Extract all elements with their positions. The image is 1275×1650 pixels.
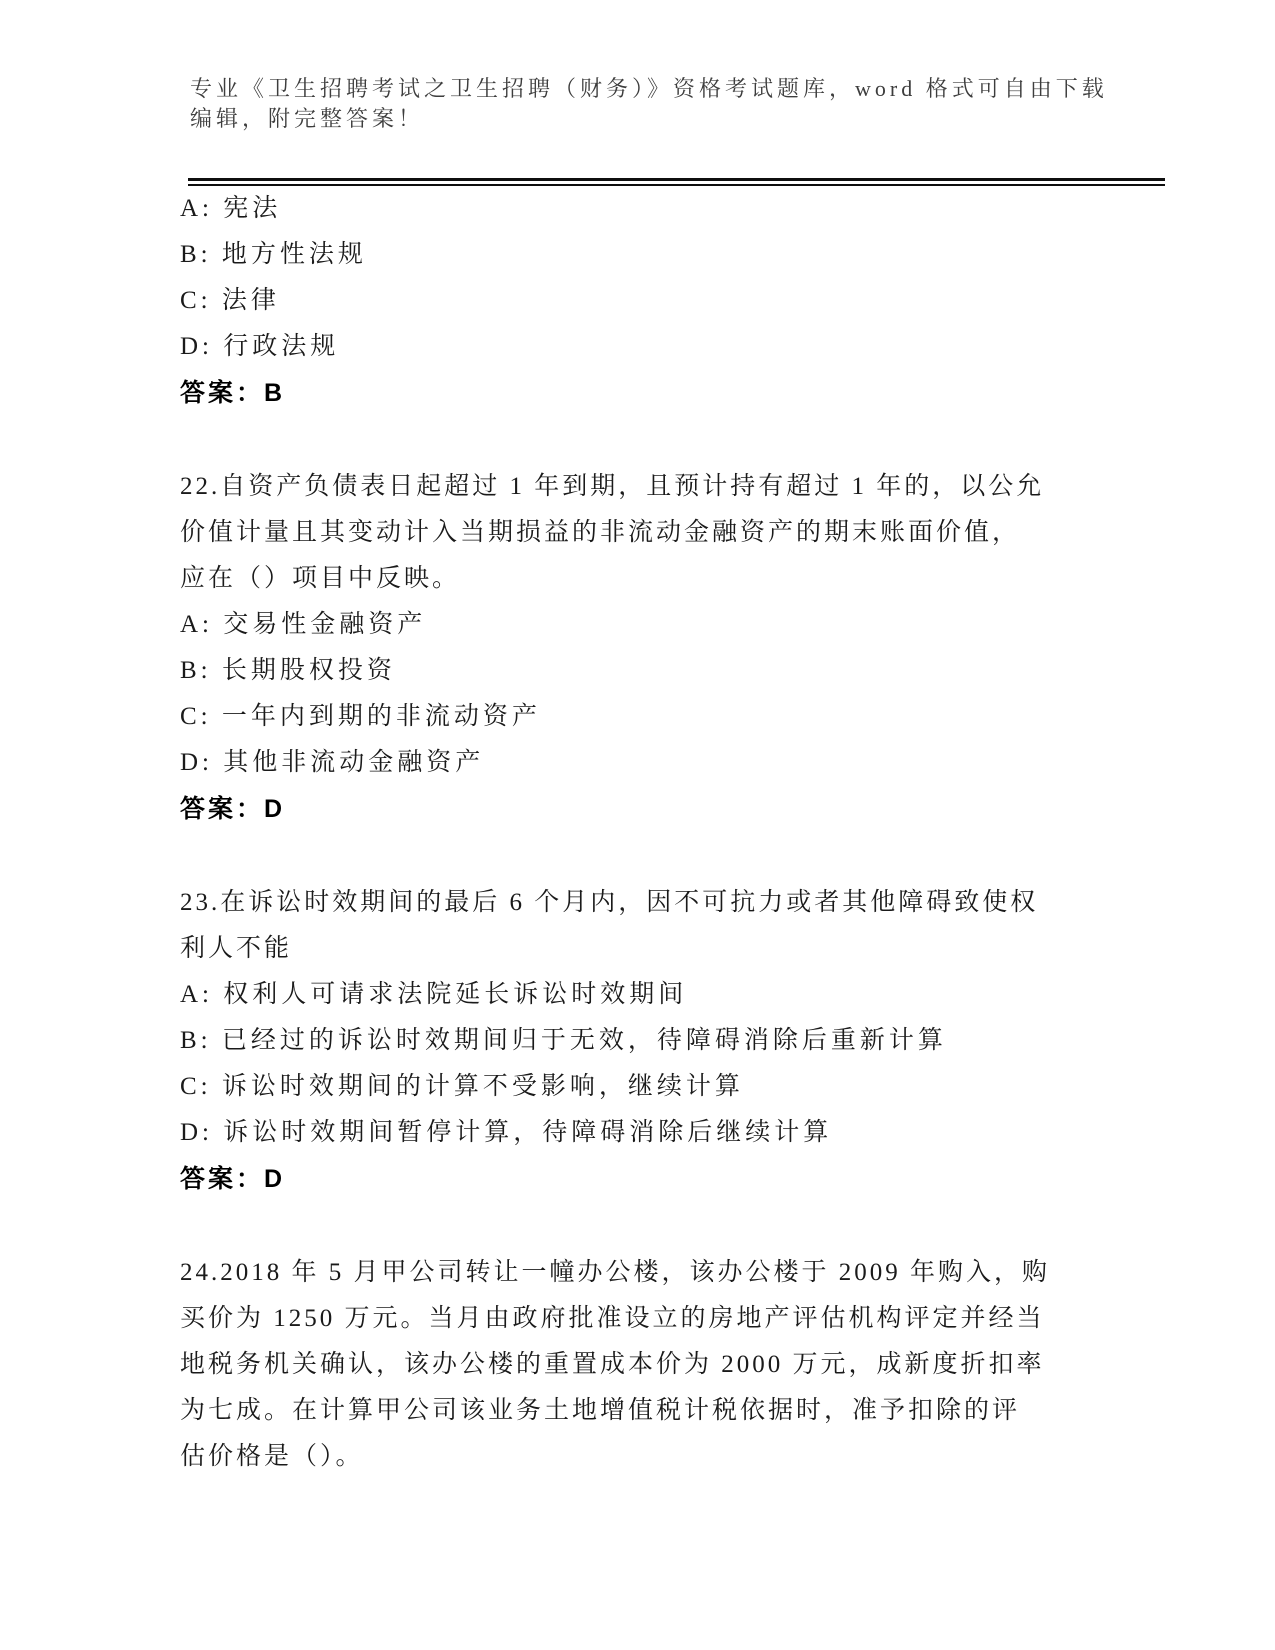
option-line: A: 宪法	[180, 195, 282, 222]
header-line-1: 专业《卫生招聘考试之卫生招聘（财务）》资格考试题库，word 格式可自由下载	[190, 76, 1108, 101]
question-21-options-block	[180, 186, 1275, 416]
option-line: A: 交易性金融资产	[180, 611, 427, 638]
question-line: 利人不能	[180, 935, 293, 962]
question-line: 价值计量且其变动计入当期损益的非流动金融资产的期末账面价值，	[180, 519, 1021, 546]
document-header	[0, 0, 1275, 134]
question-22-block	[180, 464, 1275, 832]
option-line: D: 诉讼时效期间暂停计算，待障碍消除后继续计算	[180, 1119, 833, 1146]
questions-area	[0, 186, 1275, 1480]
header-line-2: 编辑，附完整答案！	[190, 106, 425, 131]
option-line: B: 地方性法规	[180, 241, 367, 268]
answer-line: 答案：D	[180, 1165, 286, 1193]
question-line: 24.2018 年 5 月甲公司转让一幢办公楼，该办公楼于 2009 年购入，购	[180, 1259, 1051, 1286]
option-line: C: 诉讼时效期间的计算不受影响，继续计算	[180, 1073, 744, 1100]
question-line: 22.自资产负债表日起超过 1 年到期，且预计持有超过 1 年的，以公允	[180, 473, 1045, 500]
question-23-block	[180, 880, 1275, 1202]
option-line: C: 法律	[180, 287, 280, 314]
option-line: B: 长期股权投资	[180, 657, 396, 684]
option-line: D: 其他非流动金融资产	[180, 749, 485, 776]
question-line: 买价为 1250 万元。当月由政府批准设立的房地产评估机构评定并经当	[180, 1305, 1045, 1332]
answer-line: 答案：B	[180, 379, 286, 407]
question-line: 地税务机关确认，该办公楼的重置成本价为 2000 万元，成新度折扣率	[180, 1351, 1045, 1378]
option-line: C: 一年内到期的非流动资产	[180, 703, 541, 730]
question-line: 为七成。在计算甲公司该业务土地增值税计税依据时，准予扣除的评	[180, 1397, 1021, 1424]
question-line: 23.在诉讼时效期间的最后 6 个月内，因不可抗力或者其他障碍致使权	[180, 889, 1039, 916]
option-line: B: 已经过的诉讼时效期间归于无效，待障碍消除后重新计算	[180, 1027, 947, 1054]
answer-line: 答案：D	[180, 795, 286, 823]
option-line: D: 行政法规	[180, 333, 340, 360]
question-line: 应在（）项目中反映。	[180, 565, 461, 592]
header-double-rule	[188, 178, 1165, 186]
question-24-block	[180, 1250, 1275, 1480]
question-line: 估价格是（）。	[180, 1443, 364, 1470]
option-line: A: 权利人可请求法院延长诉讼时效期间	[180, 981, 688, 1008]
